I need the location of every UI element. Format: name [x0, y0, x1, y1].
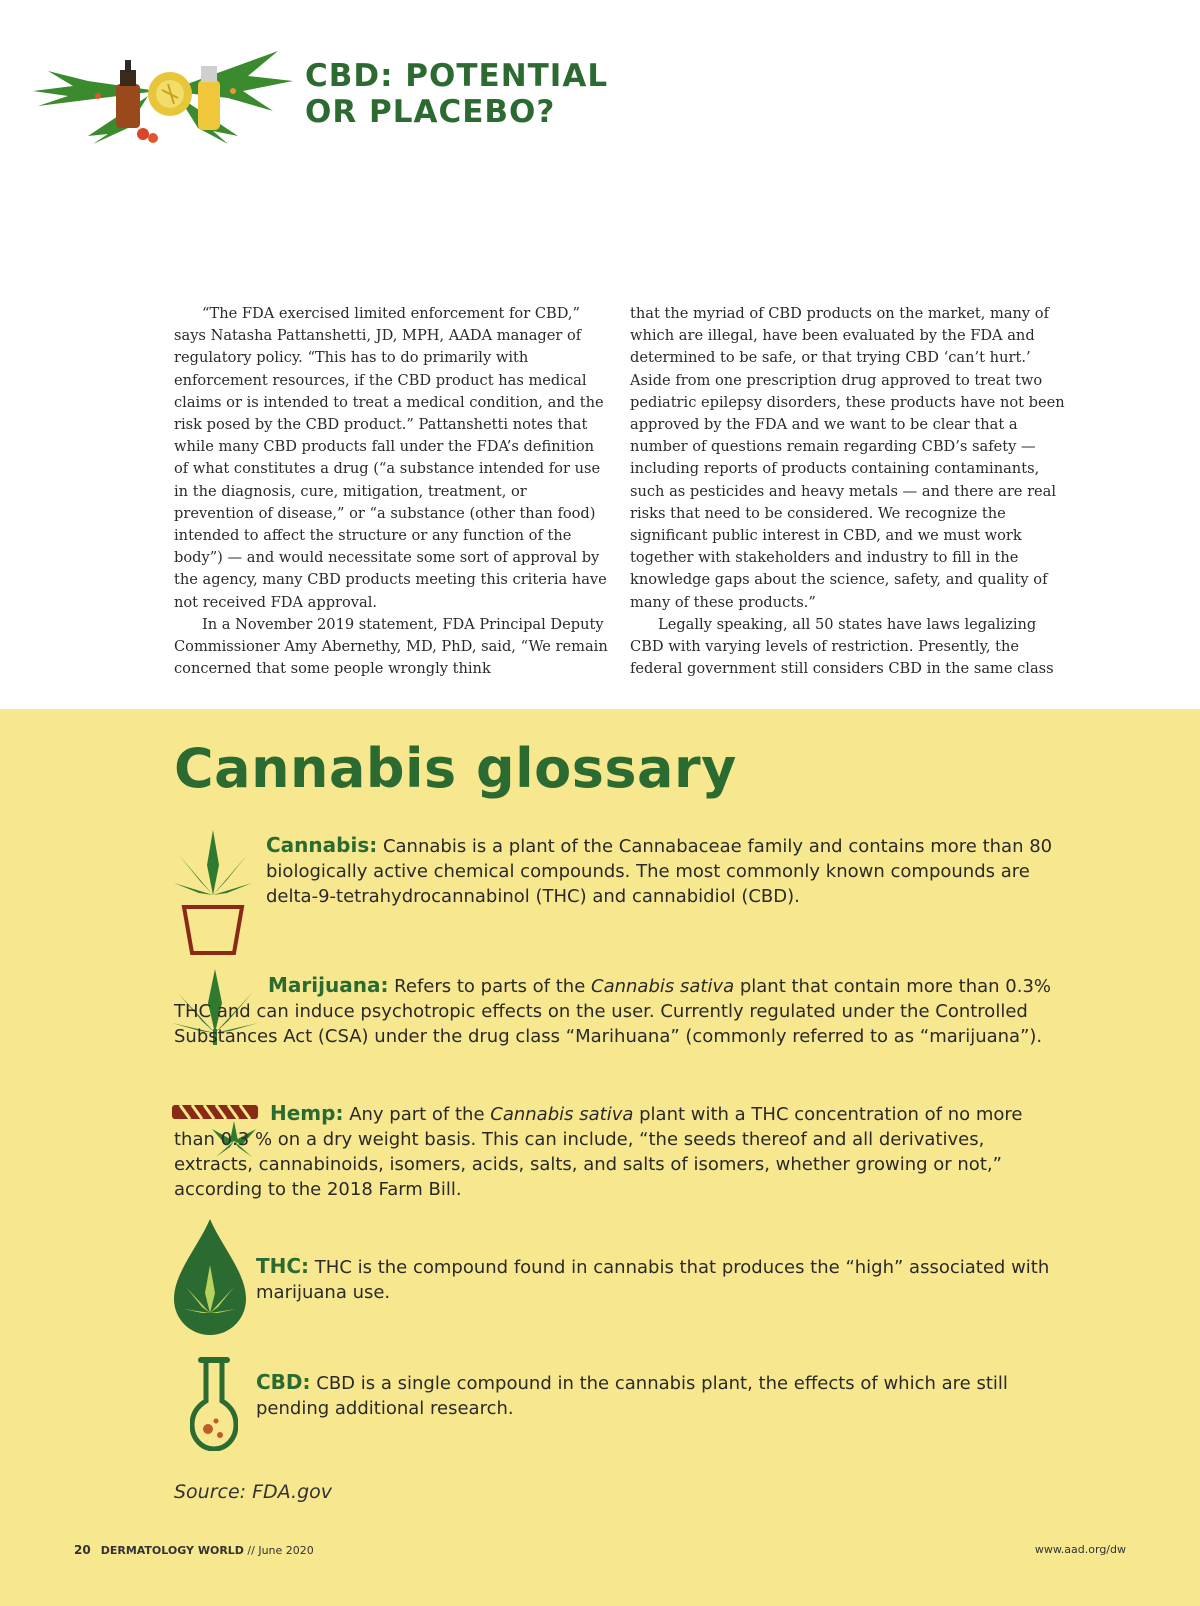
glossary-entry-cbd — [174, 1370, 1056, 1421]
glossary-term: CBD: — [256, 1370, 311, 1394]
article-column-left — [174, 303, 610, 680]
title-line-1: CBD: POTENTIAL — [305, 58, 609, 94]
glossary-title: Cannabis glossary — [174, 737, 737, 800]
glossary-entry-marijuana — [174, 973, 1054, 1049]
issue-date: // June 2020 — [243, 1544, 314, 1557]
glossary-definition: Refers to parts of the — [388, 976, 591, 997]
glossary-definition: Any part of the — [343, 1104, 491, 1125]
page-footer-left — [74, 1543, 314, 1557]
glossary-italic: Cannabis sativa — [490, 1104, 634, 1125]
glossary-definition: Cannabis is a plant of the Cannabaceae family and contains more than 80 biologically active chemical compounds. The most commonly known compounds are delta-9-tetrahydrocannabinol (THC) and cannabidiol (CBD). — [266, 836, 1053, 907]
glossary-term: Hemp: — [270, 1101, 344, 1125]
glossary-term: THC: — [256, 1254, 310, 1278]
title-line-2: OR PLACEBO? — [305, 94, 556, 130]
article-paragraph: that the myriad of CBD products on the market, many of which are illegal, have been evaluated by the FDA and determined to be safe, or that trying CBD ‘can’t hurt.’ Aside from one prescription drug approved to treat two pediatric epilepsy disorders, these products have not been approved by the FDA and we want to be clear that a number of questions remain regarding CBD’s safety — including reports of products containing contaminants, such as pesticides and heavy metals — and there are real risks that need to be considered. We recognize the significant public interest in CBD, and we must work together with stakeholders and industry to fill in the knowledge gaps about the science, safety, and quality of many of these products.” — [630, 305, 1065, 611]
glossary-definition-cont: plant that contain more than 0.3% THC and can induce psychotropic effects on the user. Currently regulated under the Controlled Substances Act (CSA) under the drug class “Marihuana” (commonly referred to as “marijuana”). — [174, 976, 1052, 1047]
article-column-right — [630, 303, 1066, 680]
footer-url[interactable]: www.aad.org/dw — [1034, 1543, 1126, 1556]
magazine-name: DERMATOLOGY WORLD — [100, 1544, 244, 1557]
glossary-panel — [0, 709, 1200, 1606]
article-paragraph: In a November 2019 statement, FDA Principal Deputy Commissioner Amy Abernethy, MD, PhD, said, “We remain concerned that some people wrongly think — [174, 615, 608, 678]
glossary-entry-thc — [174, 1254, 1056, 1305]
glossary-definition-cont: plant with a THC concentration of no more than 0.3 % on a dry weight basis. This can include, “the seeds thereof and all derivatives, extracts, cannabinoids, isomers, acids, salts, and salts of isomers, whether growing or not,” according to the 2018 Farm Bill. — [174, 1104, 1023, 1200]
source-citation: Source: FDA.gov — [174, 1481, 332, 1503]
article-paragraph: “The FDA exercised limited enforcement for CBD,” says Natasha Pattanshetti, JD, MPH, AADA manager of regulatory policy. “This has to do primarily with enforcement resources, if the CBD product has medical claims or is intended to treat a medical condition, and the risk posed by the CBD product.” Pattanshetti notes that while many CBD products fall under the FDA’s definition of what constitutes a drug (“a substance intended for use in the diagnosis, cure, mitigation, treatment, or prevention of disease,” or “a substance (other than food) intended to affect the structure or any function of the body”) — and would necessitate some sort of approval by the agency, many CBD products meeting this criteria have not received FDA approval. — [174, 305, 607, 611]
cannabis-leaves-and-oil-bottles-icon — [28, 36, 298, 146]
page-title — [305, 58, 608, 130]
article-paragraph: Legally speaking, all 50 states have laws legalizing CBD with varying levels of restriction. Presently, the federal government still considers CBD in the same class — [630, 615, 1054, 678]
glossary-definition: CBD is a single compound in the cannabis plant, the effects of which are still pending additional research. — [256, 1373, 1008, 1419]
page-number: 20 — [74, 1543, 91, 1557]
glossary-term: Cannabis: — [266, 833, 378, 857]
glossary-italic: Cannabis sativa — [591, 976, 735, 997]
glossary-entry-hemp — [174, 1101, 1054, 1202]
glossary-entry-cannabis — [174, 833, 1056, 909]
glossary-term: Marijuana: — [268, 973, 389, 997]
glossary-definition: THC is the compound found in cannabis that produces the “high” associated with marijuana use. — [256, 1257, 1050, 1303]
